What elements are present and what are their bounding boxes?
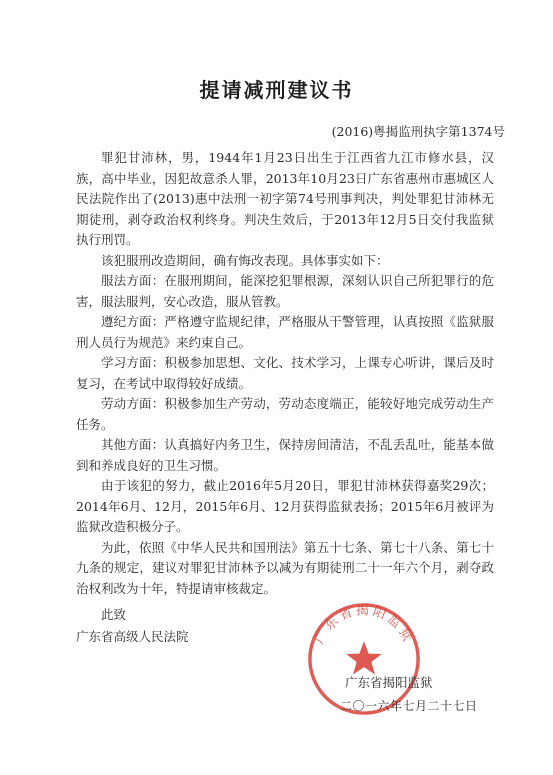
svg-text:广东省揭阳监狱: [312, 602, 416, 646]
document-title: 提请减刑建议书: [199, 78, 354, 102]
paragraph-criminal-info: 罪犯甘沛林，男，1944年1月23日出生于江西省九江市修水县，汉族，高中毕业，因犯故意杀人罪，2013年10月23日广东省惠州市惠城区人民法院作出了(2013)惠中法刑一初字第74号刑事判决，判处罪犯甘沛林无期徒刑，剥夺政治权利终身。判决生效后，于2013年12月5日交付我监狱执行刑罚。: [76, 150, 494, 247]
seal-star-icon: [346, 641, 381, 674]
seal-text: 广东省揭阳监狱: [312, 603, 416, 647]
signature-date: 二〇一六年七月二十七日: [340, 699, 478, 713]
paragraph-labor: 劳动方面：积极参加生产劳动，劳动态度端正，能较好地完成劳动生产任务。: [76, 396, 494, 432]
paragraph-obedience: 服法方面：在服刑期间，能深挖犯罪根源，深刻认识自己所犯罪行的危害，服法服判，安心改造，服从管教。: [76, 273, 494, 309]
signer: 广东省揭阳监狱: [345, 675, 433, 690]
closing-block: [76, 604, 189, 648]
paragraph-recommendation: 为此，依照《中华人民共和国刑法》第五十七条、第七十八条、第七十九条的规定，建议对罪犯甘沛林予以减为有期徒刑二十一年六个月，剥夺政治权利改为十年，特提请审核裁定。: [76, 539, 494, 596]
paragraph-awards: 由于该犯的努力，截止2016年5月20日，罪犯甘沛林获得嘉奖29次；2014年6月、12月，2015年6月、12月获得监狱表扬；2015年6月被评为监狱改造积极分子。: [76, 478, 494, 534]
closing-salutation: 此致: [101, 607, 127, 622]
paragraph-other: 其他方面：认真搞好内务卫生，保持房间清洁，不乱丢乱吐，能基本做到和养成良好的卫生习惯。: [76, 437, 494, 473]
paragraph-discipline: 遵纪方面：严格遵守监规纪律，严格服从干警管理，认真按照《监狱服刑人员行为规范》来约束自己。: [76, 314, 494, 350]
document-body: [76, 148, 494, 599]
closing-recipient: 广东省高级人民法院: [76, 629, 189, 644]
paragraph-study: 学习方面：积极参加思想、文化、技术学习，上课专心听讲，课后及时复习，在考试中取得较好成绩。: [76, 355, 494, 391]
document-number: (2016)粤揭监刑执字第1374号: [331, 124, 505, 139]
paragraph-intro: 该犯服刑改造期间，确有悔改表现。具体事实如下：: [101, 252, 389, 268]
